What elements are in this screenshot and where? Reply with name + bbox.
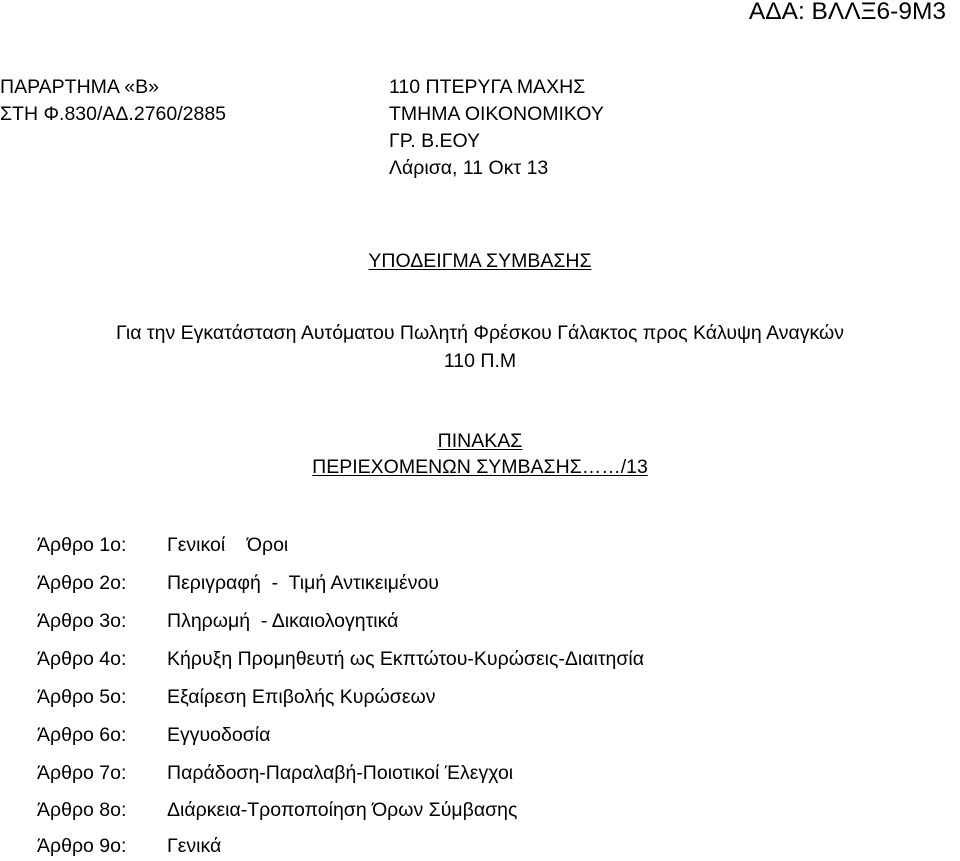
place-date: Λάρισα, 11 Οκτ 13	[389, 157, 549, 179]
article-title: Παράδοση-Παραλαβή-Ποιοτικοί Έλεγχοι	[167, 762, 514, 784]
article-title: Εγγυοδοσία	[167, 724, 271, 746]
ada-code: ΑΔΑ: ΒΛΛΞ6-9Μ3	[748, 0, 946, 25]
toc-subheading: ΠΕΡΙΕΧΟΜΕΝΩΝ ΣΥΜΒΑΣΗΣ……/13	[312, 456, 648, 478]
article-label: Άρθρο 6ο:	[37, 724, 127, 746]
document-title: ΥΠΟΔΕΙΓΜΑ ΣΥΜΒΑΣΗΣ	[368, 250, 592, 272]
article-label: Άρθρο 3ο:	[37, 610, 127, 632]
article-label: Άρθρο 5ο:	[37, 686, 127, 708]
article-title: Κήρυξη Προμηθευτή ως Εκπτώτου-Κυρώσεις-Διαιτησία	[167, 648, 645, 670]
article-label: Άρθρο 9ο:	[37, 835, 127, 857]
article-label: Άρθρο 1ο:	[37, 534, 127, 556]
article-label: Άρθρο 4ο:	[37, 648, 127, 670]
issuer-department: ΤΜΗΜΑ ΟΙΚΟΝΟΜΙΚΟΥ	[389, 103, 604, 125]
article-title: Γενικά	[167, 835, 222, 857]
subtitle-line: 110 Π.Μ	[443, 350, 517, 372]
article-label: Άρθρο 8ο:	[37, 799, 127, 821]
article-title: Διάρκεια-Τροποποίηση Όρων Σύμβασης	[167, 799, 518, 821]
document-reference: ΣΤΗ Φ.830/ΑΔ.2760/2885	[0, 103, 227, 125]
article-title: Γενικοί Όροι	[167, 534, 289, 556]
subtitle-line: Για την Εγκατάσταση Αυτόματου Πωλητή Φρέσκου Γάλακτος προς Κάλυψη Αναγκών	[115, 322, 844, 344]
toc-heading: ΠΙΝΑΚΑΣ	[437, 430, 523, 452]
article-label: Άρθρο 2ο:	[37, 572, 127, 594]
issuer-unit: 110 ΠΤΕΡΥΓΑ ΜΑΧΗΣ	[389, 76, 586, 98]
article-label: Άρθρο 7ο:	[37, 762, 127, 784]
article-title: Περιγραφή - Τιμή Αντικειμένου	[167, 572, 439, 594]
annex-line: ΠΑΡΑΡΤΗΜΑ «Β»	[0, 76, 159, 98]
article-title: Εξαίρεση Επιβολής Κυρώσεων	[167, 686, 436, 708]
issuer-office: ΓΡ. Β.ΕΟΥ	[389, 130, 481, 152]
article-title: Πληρωμή - Δικαιολογητικά	[167, 610, 399, 632]
